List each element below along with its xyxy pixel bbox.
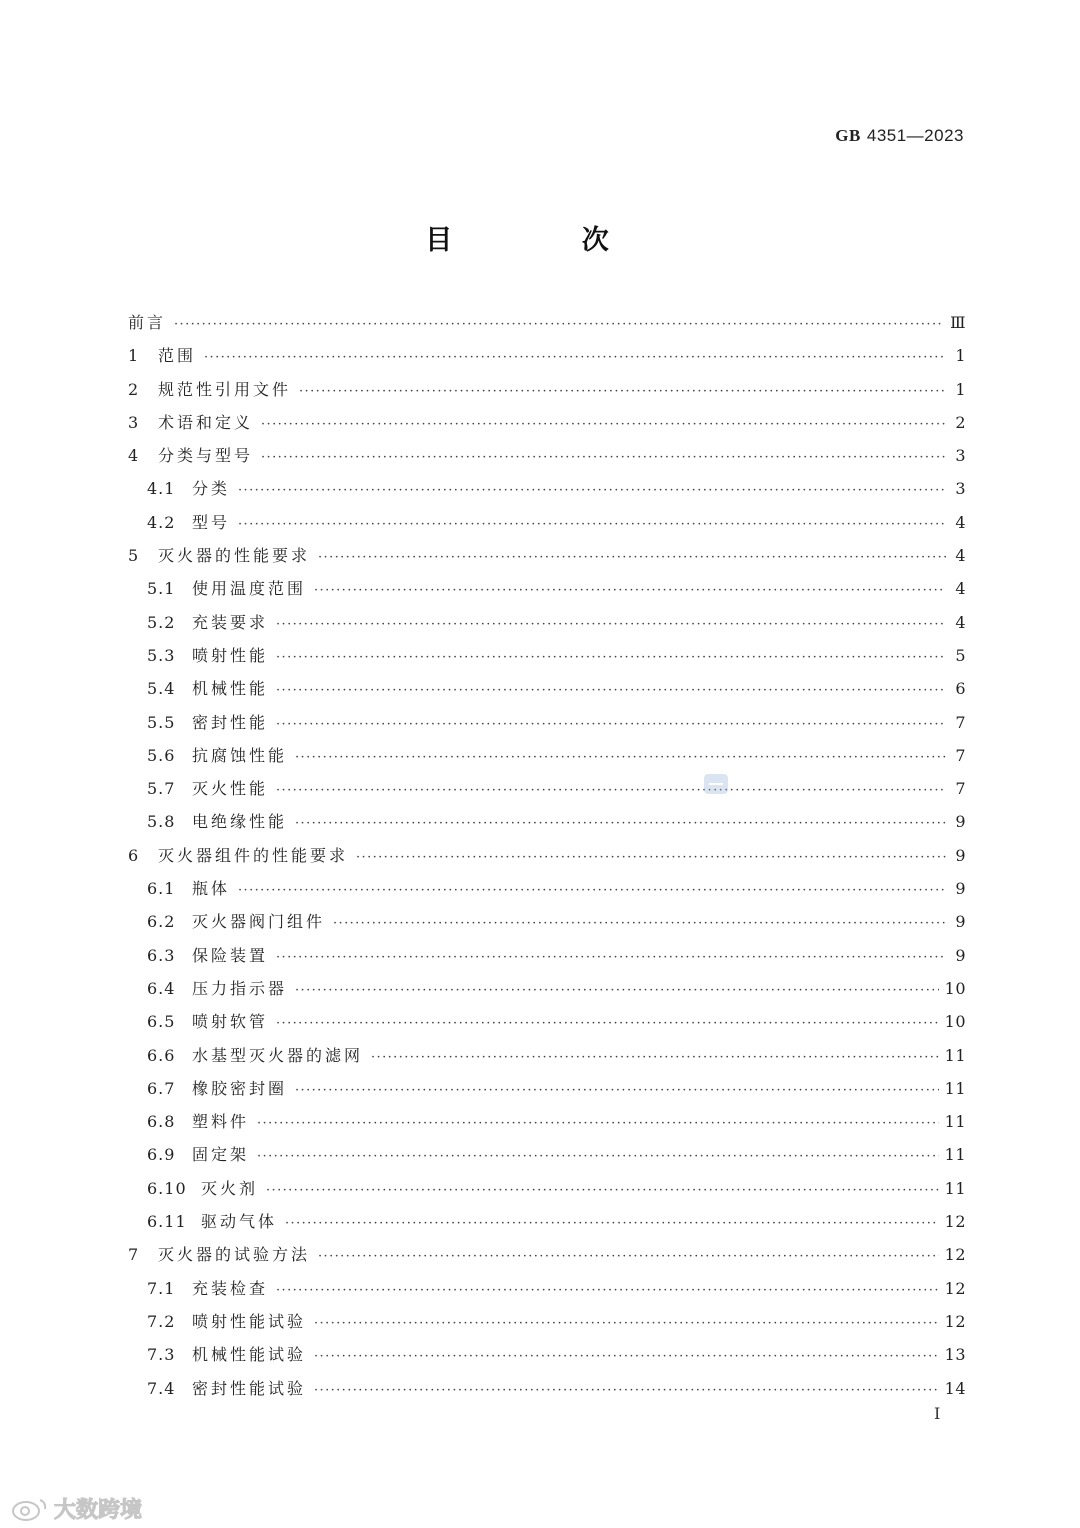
standard-number: 4351—2023	[866, 126, 964, 145]
toc-entry-number: 6.8	[147, 1112, 176, 1132]
toc-entry[interactable]	[128, 672, 966, 705]
toc-entry[interactable]	[128, 1138, 966, 1171]
toc-entry-number: 6.7	[147, 1078, 176, 1098]
toc-entry-title: 驱动气体	[201, 1212, 278, 1232]
page-number: I	[934, 1404, 941, 1423]
toc-entry-page: 1	[955, 379, 966, 399]
toc-dot-leader	[238, 508, 946, 541]
toc-entry-title: 喷射性能	[192, 645, 269, 665]
toc-entry-title: 灭火性能	[192, 779, 269, 799]
toc-entry-number: 1	[128, 346, 140, 366]
toc-entry-page: 3	[955, 446, 966, 466]
toc-entry[interactable]	[128, 339, 966, 372]
toc-entry-number: 7	[128, 1245, 140, 1265]
toc-entry-page: 9	[955, 879, 966, 899]
toc-entry-title: 灭火器组件的性能要求	[158, 845, 349, 865]
toc-entry-page: 4	[955, 546, 966, 566]
toc-entry-title: 密封性能	[192, 712, 269, 732]
standard-prefix: GB	[835, 126, 861, 145]
brand-watermark-text: 大数跨境	[54, 1498, 143, 1523]
toc-entry-title: 充装要求	[192, 612, 269, 632]
toc-entry-page: 14	[944, 1378, 966, 1398]
toc-dot-leader	[276, 1274, 939, 1307]
toc-entry-page: Ⅲ	[950, 313, 966, 332]
toc-entry-title: 分类与型号	[158, 446, 254, 466]
toc-entry-number: 3	[128, 412, 140, 432]
toc-entry[interactable]	[128, 439, 966, 472]
toc-entry[interactable]	[128, 1172, 966, 1205]
toc-entry[interactable]	[128, 506, 966, 539]
toc-entry-number: 4	[128, 446, 140, 466]
toc-entry-page: 2	[955, 412, 966, 432]
toc-entry-title: 电绝缘性能	[192, 812, 288, 832]
standard-code	[835, 126, 964, 146]
toc-dot-leader	[174, 308, 944, 341]
toc-dot-leader	[318, 541, 946, 574]
toc-entry-page: 9	[955, 945, 966, 965]
toc-entry[interactable]	[128, 406, 966, 439]
toc-dot-leader	[276, 608, 946, 641]
toc-dot-leader	[204, 341, 946, 374]
toc-dot-leader	[295, 1074, 939, 1107]
toc-entry[interactable]	[128, 306, 966, 339]
toc-dot-leader	[276, 941, 946, 974]
toc-entry-title: 橡胶密封圈	[192, 1078, 288, 1098]
toc-entry-number: 7.1	[147, 1278, 176, 1298]
toc-entry-title: 密封性能试验	[192, 1378, 307, 1398]
toc-entry-title: 分类	[192, 479, 231, 499]
toc-entry[interactable]	[128, 1005, 966, 1038]
toc-dot-leader	[314, 1307, 939, 1340]
toc-entry-page: 9	[955, 812, 966, 832]
toc-entry-number: 4.2	[147, 512, 176, 532]
toc-entry-number: 5.3	[147, 645, 176, 665]
toc-entry-number: 5	[128, 546, 140, 566]
toc-entry-page: 7	[955, 779, 966, 799]
toc-dot-leader	[276, 1007, 939, 1040]
toc-dot-leader	[276, 674, 946, 707]
toc-entry-number: 5.2	[147, 612, 176, 632]
toc-entry[interactable]	[128, 606, 966, 639]
toc-dot-leader	[356, 841, 946, 874]
toc-entry-page: 5	[955, 645, 966, 665]
toc-entry-number: 6.11	[147, 1212, 187, 1232]
toc-dot-leader	[318, 1240, 939, 1273]
toc-dot-leader	[261, 441, 946, 474]
toc-entry-number: 6	[128, 845, 140, 865]
toc-entry-number: 5.4	[147, 679, 176, 699]
toc-entry-title: 瓶体	[192, 879, 231, 899]
toc-dot-leader	[371, 1041, 939, 1074]
toc-entry[interactable]	[128, 1272, 966, 1305]
toc-dot-leader	[285, 1207, 939, 1240]
toc-entry-page: 6	[955, 679, 966, 699]
toc-dot-leader	[295, 974, 939, 1007]
toc-entry-page: 7	[955, 712, 966, 732]
toc-entry[interactable]	[128, 1338, 966, 1371]
toc-entry[interactable]	[128, 939, 966, 972]
toc-entry[interactable]	[128, 1072, 966, 1105]
toc-entry-page: 10	[944, 978, 966, 998]
toc-entry-title: 抗腐蚀性能	[192, 745, 288, 765]
toc-entry[interactable]	[128, 373, 966, 406]
toc-entry[interactable]	[128, 1372, 966, 1405]
toc-dot-leader	[295, 807, 946, 840]
toc-entry-page: 9	[955, 845, 966, 865]
toc-entry-page: 12	[944, 1245, 966, 1265]
toc-entry-number: 6.4	[147, 978, 176, 998]
toc-entry[interactable]	[128, 805, 966, 838]
toc-entry-page: 4	[955, 612, 966, 632]
toc-entry[interactable]	[128, 972, 966, 1005]
toc-entry-title: 保险装置	[192, 945, 269, 965]
toc-entry[interactable]	[128, 872, 966, 905]
toc-entry-number: 7.4	[147, 1378, 176, 1398]
toc-entry-page: 9	[955, 912, 966, 932]
toc-dot-leader	[295, 741, 946, 774]
toc-entry-title: 范围	[158, 346, 197, 366]
toc-entry-number: 6.6	[147, 1045, 176, 1065]
toc-entry-title: 固定架	[192, 1145, 250, 1165]
toc-entry[interactable]	[128, 1305, 966, 1338]
toc-entry-number: 6.9	[147, 1145, 176, 1165]
toc-dot-leader	[257, 1107, 939, 1140]
brand-watermark	[10, 1493, 142, 1524]
toc-entry-title: 灭火器的试验方法	[158, 1245, 311, 1265]
weibo-logo-icon	[10, 1496, 50, 1522]
toc-entry[interactable]	[128, 739, 966, 772]
toc-entry-page: 11	[944, 1112, 966, 1132]
toc-entry-title: 喷射性能试验	[192, 1311, 307, 1331]
page-title: 目 次	[425, 225, 669, 256]
toc-entry-title: 喷射软管	[192, 1012, 269, 1032]
toc-dot-leader	[261, 408, 946, 441]
toc-entry[interactable]	[128, 639, 966, 672]
toc-dot-leader	[276, 641, 946, 674]
toc-entry[interactable]	[128, 572, 966, 605]
toc-entry-page: 13	[944, 1345, 966, 1365]
toc-entry-number: 7.3	[147, 1345, 176, 1365]
toc-entry-page: 12	[944, 1311, 966, 1331]
toc-dot-leader	[314, 574, 946, 607]
toc-entry-number: 7.2	[147, 1311, 176, 1331]
toc-entry-number: 5.7	[147, 779, 176, 799]
toc-entry-title: 机械性能	[192, 679, 269, 699]
toc-entry-title: 前言	[128, 313, 167, 332]
toc-entry-title: 规范性引用文件	[158, 379, 292, 399]
toc-entry[interactable]	[128, 1105, 966, 1138]
toc-entry[interactable]	[128, 706, 966, 739]
toc-dot-leader	[314, 1340, 939, 1373]
toc-dot-leader	[257, 1140, 939, 1173]
toc-dot-leader	[299, 375, 946, 408]
toc-entry-title: 术语和定义	[158, 412, 254, 432]
toc-entry-number: 4.1	[147, 479, 176, 499]
toc-entry[interactable]	[128, 1205, 966, 1238]
toc-entry-page: 7	[955, 745, 966, 765]
toc-entry-page: 11	[944, 1045, 966, 1065]
toc-entry-number: 5.1	[147, 579, 176, 599]
toc-entry-number: 6.2	[147, 912, 176, 932]
toc-entry-title: 灭火器阀门组件	[192, 912, 326, 932]
toc-dot-leader	[276, 774, 946, 807]
toc-entry-number: 6.1	[147, 879, 176, 899]
watermark-mark-icon	[702, 770, 730, 798]
toc-dot-leader	[266, 1174, 939, 1207]
toc-entry[interactable]	[128, 905, 966, 938]
toc-entry-number: 5.8	[147, 812, 176, 832]
toc-dot-leader	[333, 907, 946, 940]
toc-entry-title: 灭火剂	[201, 1178, 259, 1198]
toc-entry-page: 4	[955, 579, 966, 599]
toc-entry-number: 5.5	[147, 712, 176, 732]
toc-entry-number: 2	[128, 379, 140, 399]
toc-entry-page: 4	[955, 512, 966, 532]
toc-entry[interactable]	[128, 839, 966, 872]
toc-entry[interactable]	[128, 472, 966, 505]
toc-entry-title: 水基型灭火器的滤网	[192, 1045, 364, 1065]
toc-entry-title: 压力指示器	[192, 978, 288, 998]
toc-entry[interactable]	[128, 539, 966, 572]
toc-entry-page: 1	[955, 346, 966, 366]
toc-entry-title: 塑料件	[192, 1112, 250, 1132]
toc-entry-title: 灭火器的性能要求	[158, 546, 311, 566]
toc-entry[interactable]	[128, 1238, 966, 1271]
toc-entry-page: 11	[944, 1078, 966, 1098]
toc-entry[interactable]	[128, 1039, 966, 1072]
toc-dot-leader	[314, 1374, 939, 1407]
toc-entry-page: 11	[944, 1145, 966, 1165]
toc-entry-number: 6.5	[147, 1012, 176, 1032]
table-of-contents	[128, 306, 966, 1405]
toc-entry[interactable]	[128, 772, 966, 805]
toc-entry-title: 使用温度范围	[192, 579, 307, 599]
toc-entry-number: 5.6	[147, 745, 176, 765]
toc-entry-page: 10	[944, 1012, 966, 1032]
toc-entry-number: 6.10	[147, 1178, 187, 1198]
toc-entry-page: 11	[944, 1178, 966, 1198]
toc-entry-page: 12	[944, 1278, 966, 1298]
toc-entry-title: 充装检查	[192, 1278, 269, 1298]
toc-dot-leader	[238, 474, 946, 507]
toc-entry-title: 型号	[192, 512, 231, 532]
toc-entry-number: 6.3	[147, 945, 176, 965]
toc-dot-leader	[276, 708, 946, 741]
toc-entry-page: 3	[955, 479, 966, 499]
toc-entry-title: 机械性能试验	[192, 1345, 307, 1365]
toc-entry-page: 12	[944, 1212, 966, 1232]
toc-dot-leader	[238, 874, 946, 907]
